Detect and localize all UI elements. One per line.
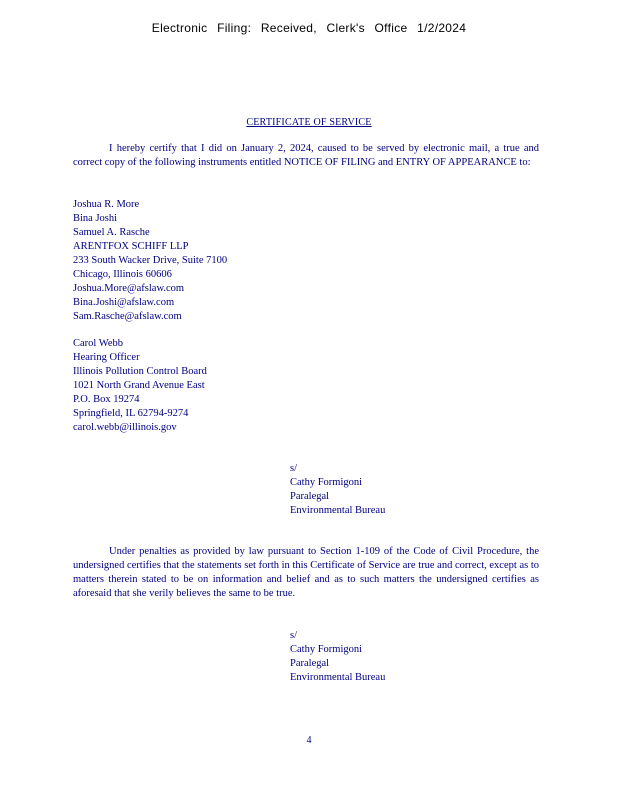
recipient-line: Joshua R. More [73, 199, 140, 210]
service-paragraph: I hereby certify that I did on January 2, 2024, caused to be served by electronic mail, a true and correct copy of the following instruments entitled NOTICE OF FILING and ENTRY OF APPEARANCE to: [73, 143, 539, 168]
recipient-email: Sam.Rasche@afslaw.com [73, 311, 182, 322]
recipient-line: Chicago, Illinois 60606 [73, 269, 172, 280]
signature-mark: s/ [290, 463, 298, 474]
signer-name: Cathy Formigoni [290, 644, 363, 655]
signature-block [290, 462, 385, 518]
signer-bureau: Environmental Bureau [290, 505, 386, 516]
page-number: 4 [306, 735, 312, 746]
recipient-email: Joshua.More@afslaw.com [73, 283, 185, 294]
certificate-title: CERTIFICATE OF SERVICE [246, 117, 372, 128]
recipient-line: Samuel A. Rasche [73, 227, 150, 238]
recipient-email: carol.webb@illinois.gov [73, 422, 177, 433]
recipient-line: Illinois Pollution Control Board [73, 366, 207, 377]
recipient-line: Carol Webb [73, 338, 123, 349]
recipient-email: Bina.Joshi@afslaw.com [73, 297, 175, 308]
recipient-line: Bina Joshi [73, 213, 118, 224]
recipient-line: Springfield, IL 62794-9274 [73, 408, 189, 419]
signature-mark: s/ [290, 630, 298, 641]
signer-bureau: Environmental Bureau [290, 672, 386, 683]
signer-title: Paralegal [290, 491, 330, 502]
certification-paragraph: Under penalties as provided by law pursuant to Section 1-109 of the Code of Civil Procedure, the undersigned certifies that the statements set forth in this Certificate of Service are true and correct, except as to matters therein stated to be on information and belief and as to such matters the undersigned certifies as aforesaid that she verily believes the same to be true. [73, 546, 539, 599]
recipient-line: 1021 North Grand Avenue East [73, 380, 205, 391]
recipient-block-hearing-officer [73, 337, 207, 435]
recipient-line: 233 South Wacker Drive, Suite 7100 [73, 255, 228, 266]
recipient-line: ARENTFOX SCHIFF LLP [73, 241, 189, 252]
filing-header: Electronic Filing: Received, Clerk's Office 1/2/2024 [151, 21, 467, 35]
recipient-line: P.O. Box 19274 [73, 394, 140, 405]
signer-name: Cathy Formigoni [290, 477, 363, 488]
signer-title: Paralegal [290, 658, 330, 669]
recipient-line: Hearing Officer [73, 352, 140, 363]
signature-block [290, 629, 385, 685]
recipient-block-arentfox [73, 198, 227, 324]
